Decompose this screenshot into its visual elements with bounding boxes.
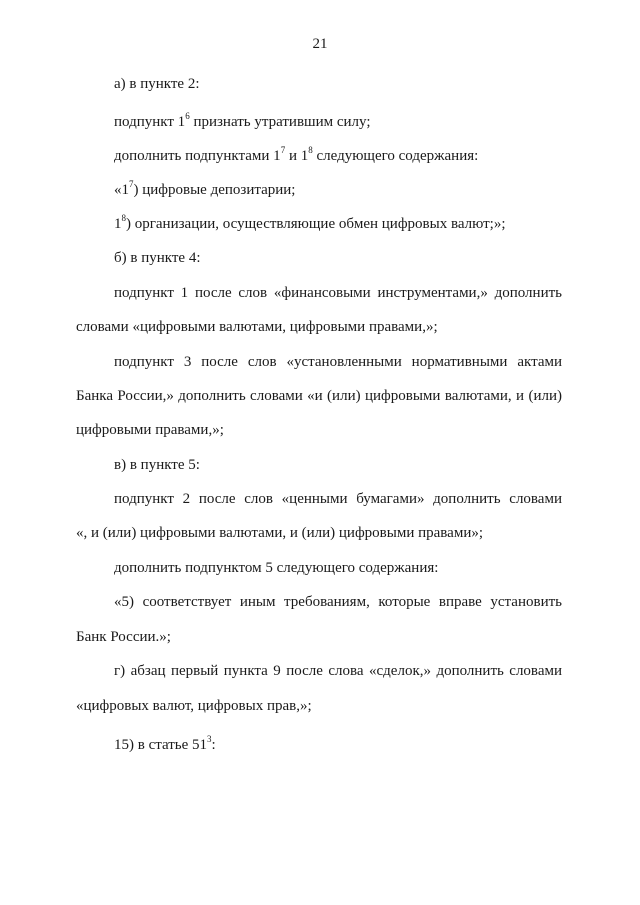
text-line: «5) соответствует иным требованиям, которые вправе установить (114, 594, 562, 610)
text-line: дополнить подпунктами $1^7$ и $1^8$ следующего содержания: (114, 145, 479, 164)
text-line: «цифровых валют, цифровых прав,»; (76, 698, 312, 714)
text-line: Банк России.»; (76, 629, 171, 645)
text-line: а) в пункте 2: (114, 76, 200, 92)
text-line: подпункт 3 после слов «установленными нормативными актами (114, 354, 562, 370)
text-line: словами «цифровыми валютами, цифровыми правами,»; (76, 319, 438, 335)
text-line: г) абзац первый пункта 9 после слова «сделок,» дополнить словами (114, 663, 562, 679)
text-line: $1^8$) организации, осуществляющие обмен цифровых валют;»; (114, 213, 506, 232)
text-line: дополнить подпунктом 5 следующего содержания: (114, 560, 439, 576)
text-line: «$1^7$) цифровые депозитарии; (114, 179, 296, 198)
text-line: подпункт 1 после слов «финансовыми инструментами,» дополнить (114, 285, 562, 301)
text-line: «, и (или) цифровыми валютами, и (или) цифровыми правами»; (76, 525, 484, 541)
page-number: 21 (312, 36, 328, 52)
text-line: 15) в статье $51^3$: (114, 734, 216, 753)
text-line: подпункт $1^6$ признать утратившим силу; (114, 111, 371, 130)
text-line: цифровыми правами,»; (76, 422, 224, 438)
text-line: Банка России,» дополнить словами «и (или) цифровыми валютами, и (или) (76, 388, 562, 404)
text-line: подпункт 2 после слов «ценными бумагами» дополнить словами (114, 491, 562, 507)
text-line: в) в пункте 5: (114, 457, 200, 473)
text-line: б) в пункте 4: (114, 250, 201, 266)
